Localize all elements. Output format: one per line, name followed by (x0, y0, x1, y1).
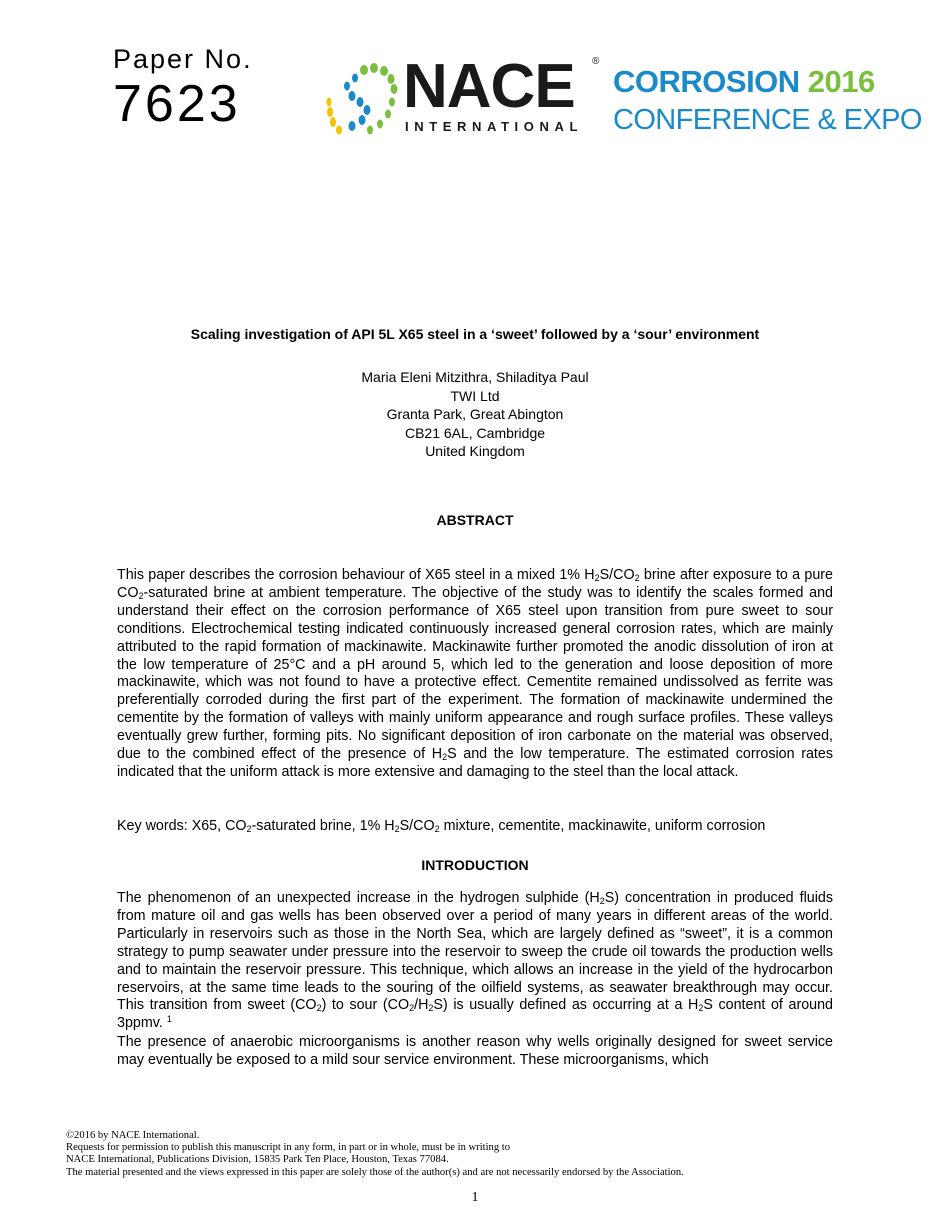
introduction-heading: INTRODUCTION (421, 857, 529, 873)
footer-line-1: ©2016 by NACE International. (66, 1130, 200, 1141)
introduction-paragraph-2: The presence of anaerobic microorganisms is another reason why wells originally designed for sweet service may eventually be exposed to a mild sour service environment. These microorganisms, which (117, 1034, 833, 1068)
footer-line-3: NACE International, Publications Division, 15835 Park Ten Place, Houston, Texas 77084. (66, 1154, 449, 1166)
footer-line-4: The material presented and the views expressed in this paper are solely those of the author(s) and are not necessarily endorsed by the Association. (66, 1166, 684, 1178)
paper-number-label: Paper No. (113, 44, 253, 74)
logo-dots (327, 63, 398, 135)
nace-logo-icon (322, 62, 400, 138)
conference-subtitle: CONFERENCE & EXPO (613, 104, 922, 136)
conference-name-corrosion: CORROSION (613, 64, 808, 99)
page-number: 1 (471, 1190, 479, 1205)
footer-line-2: Requests for permission to publish this manuscript in any form, in part or in whole, must be in writing to (66, 1142, 511, 1154)
conference-year: 2016 (807, 64, 875, 99)
registered-mark: ® (592, 56, 600, 67)
author-country: United Kingdom (425, 443, 525, 459)
conference-name (613, 64, 875, 100)
keywords-line: Key words: X65, $CO_2$-saturated brine, 1% $H_2S/CO_2$ mixture, cementite, mackinawite, uniform corrosion (117, 818, 766, 834)
author-affiliation: TWI Ltd (450, 387, 500, 404)
introduction-paragraph-1: The phenomenon of an unexpected increase in the hydrogen sulphide $(H_2S)$ concentration in produced fluids from mature oil and gas wells has been observed over a period of many years in different areas of the world. Particularly in reservoirs such as those in the North Sea, which are largely defined as “sweet”, it is a common strategy to pump seawater under pressure into the reservoir to sweep the crude oil towards the production wells and to maintain the reservoir pressure. This technique, which allows an increase in the yield of the hydrocarbon reservoirs, at the same time leads to the souring of the oilfield systems, as seawater breakthrough may occur. This transition from sweet $(CO_2)$ to sour $(CO_2/H_2S)$ is usually defined as occurring at a $H_2S$ content of around 3ppmv. $^1$ (117, 890, 834, 1032)
reference-marker: 1 (166, 1014, 172, 1025)
author-block (0, 368, 950, 461)
copyright-footer (66, 1130, 684, 1179)
paper-number-value: 7623 (113, 75, 241, 133)
paper-title: Scaling investigation of API 5L X65 steel in a ‘sweet’ followed by a ‘sour’ environment (190, 326, 760, 342)
author-names: Maria Eleni Mitzithra, Shiladitya Paul (361, 369, 589, 385)
abstract-paragraph: This paper describes the corrosion behaviour of X65 steel in a mixed 1% $H_2S/CO_2$ brine after exposure to a pure $CO_2$-saturated brine at ambient temperature. The objective of the study was to identify the scales formed and understand their effect on the corrosion performance of X65 steel upon transition from pure sweet to sour conditions. Electrochemical testing indicated continuously increased general corrosion rates, which are mainly attributed to the rapid formation of mackinawite. Mackinawite further promoted the anodic dissolution of iron at the low temperature of 25°C and a pH around 5, which led to the generation and loose deposition of more mackinawite, which was not found to have a protective effect. Cementite remained undissolved as ferrite was preferentially corroded during the first part of the experiment. The formation of mackinawite undermined the cementite by the formation of valleys with mainly uniform appearance and rough surface profiles. These valleys eventually grew further, forming pits. No significant deposition of iron carbonate on the material was observed, due to the combined effect of the presence of $H_2S$ and the low temperature. The estimated corrosion rates indicated that the uniform attack is more extensive and damaging to the steel than the local attack. (117, 567, 833, 780)
author-address-line2: CB21 6AL, Cambridge (404, 424, 546, 441)
nace-wordmark: NACE (403, 52, 575, 121)
international-wordmark: INTERNATIONAL (405, 119, 583, 134)
abstract-heading: ABSTRACT (436, 512, 514, 528)
author-address-line1: Granta Park, Great Abington (386, 406, 564, 422)
